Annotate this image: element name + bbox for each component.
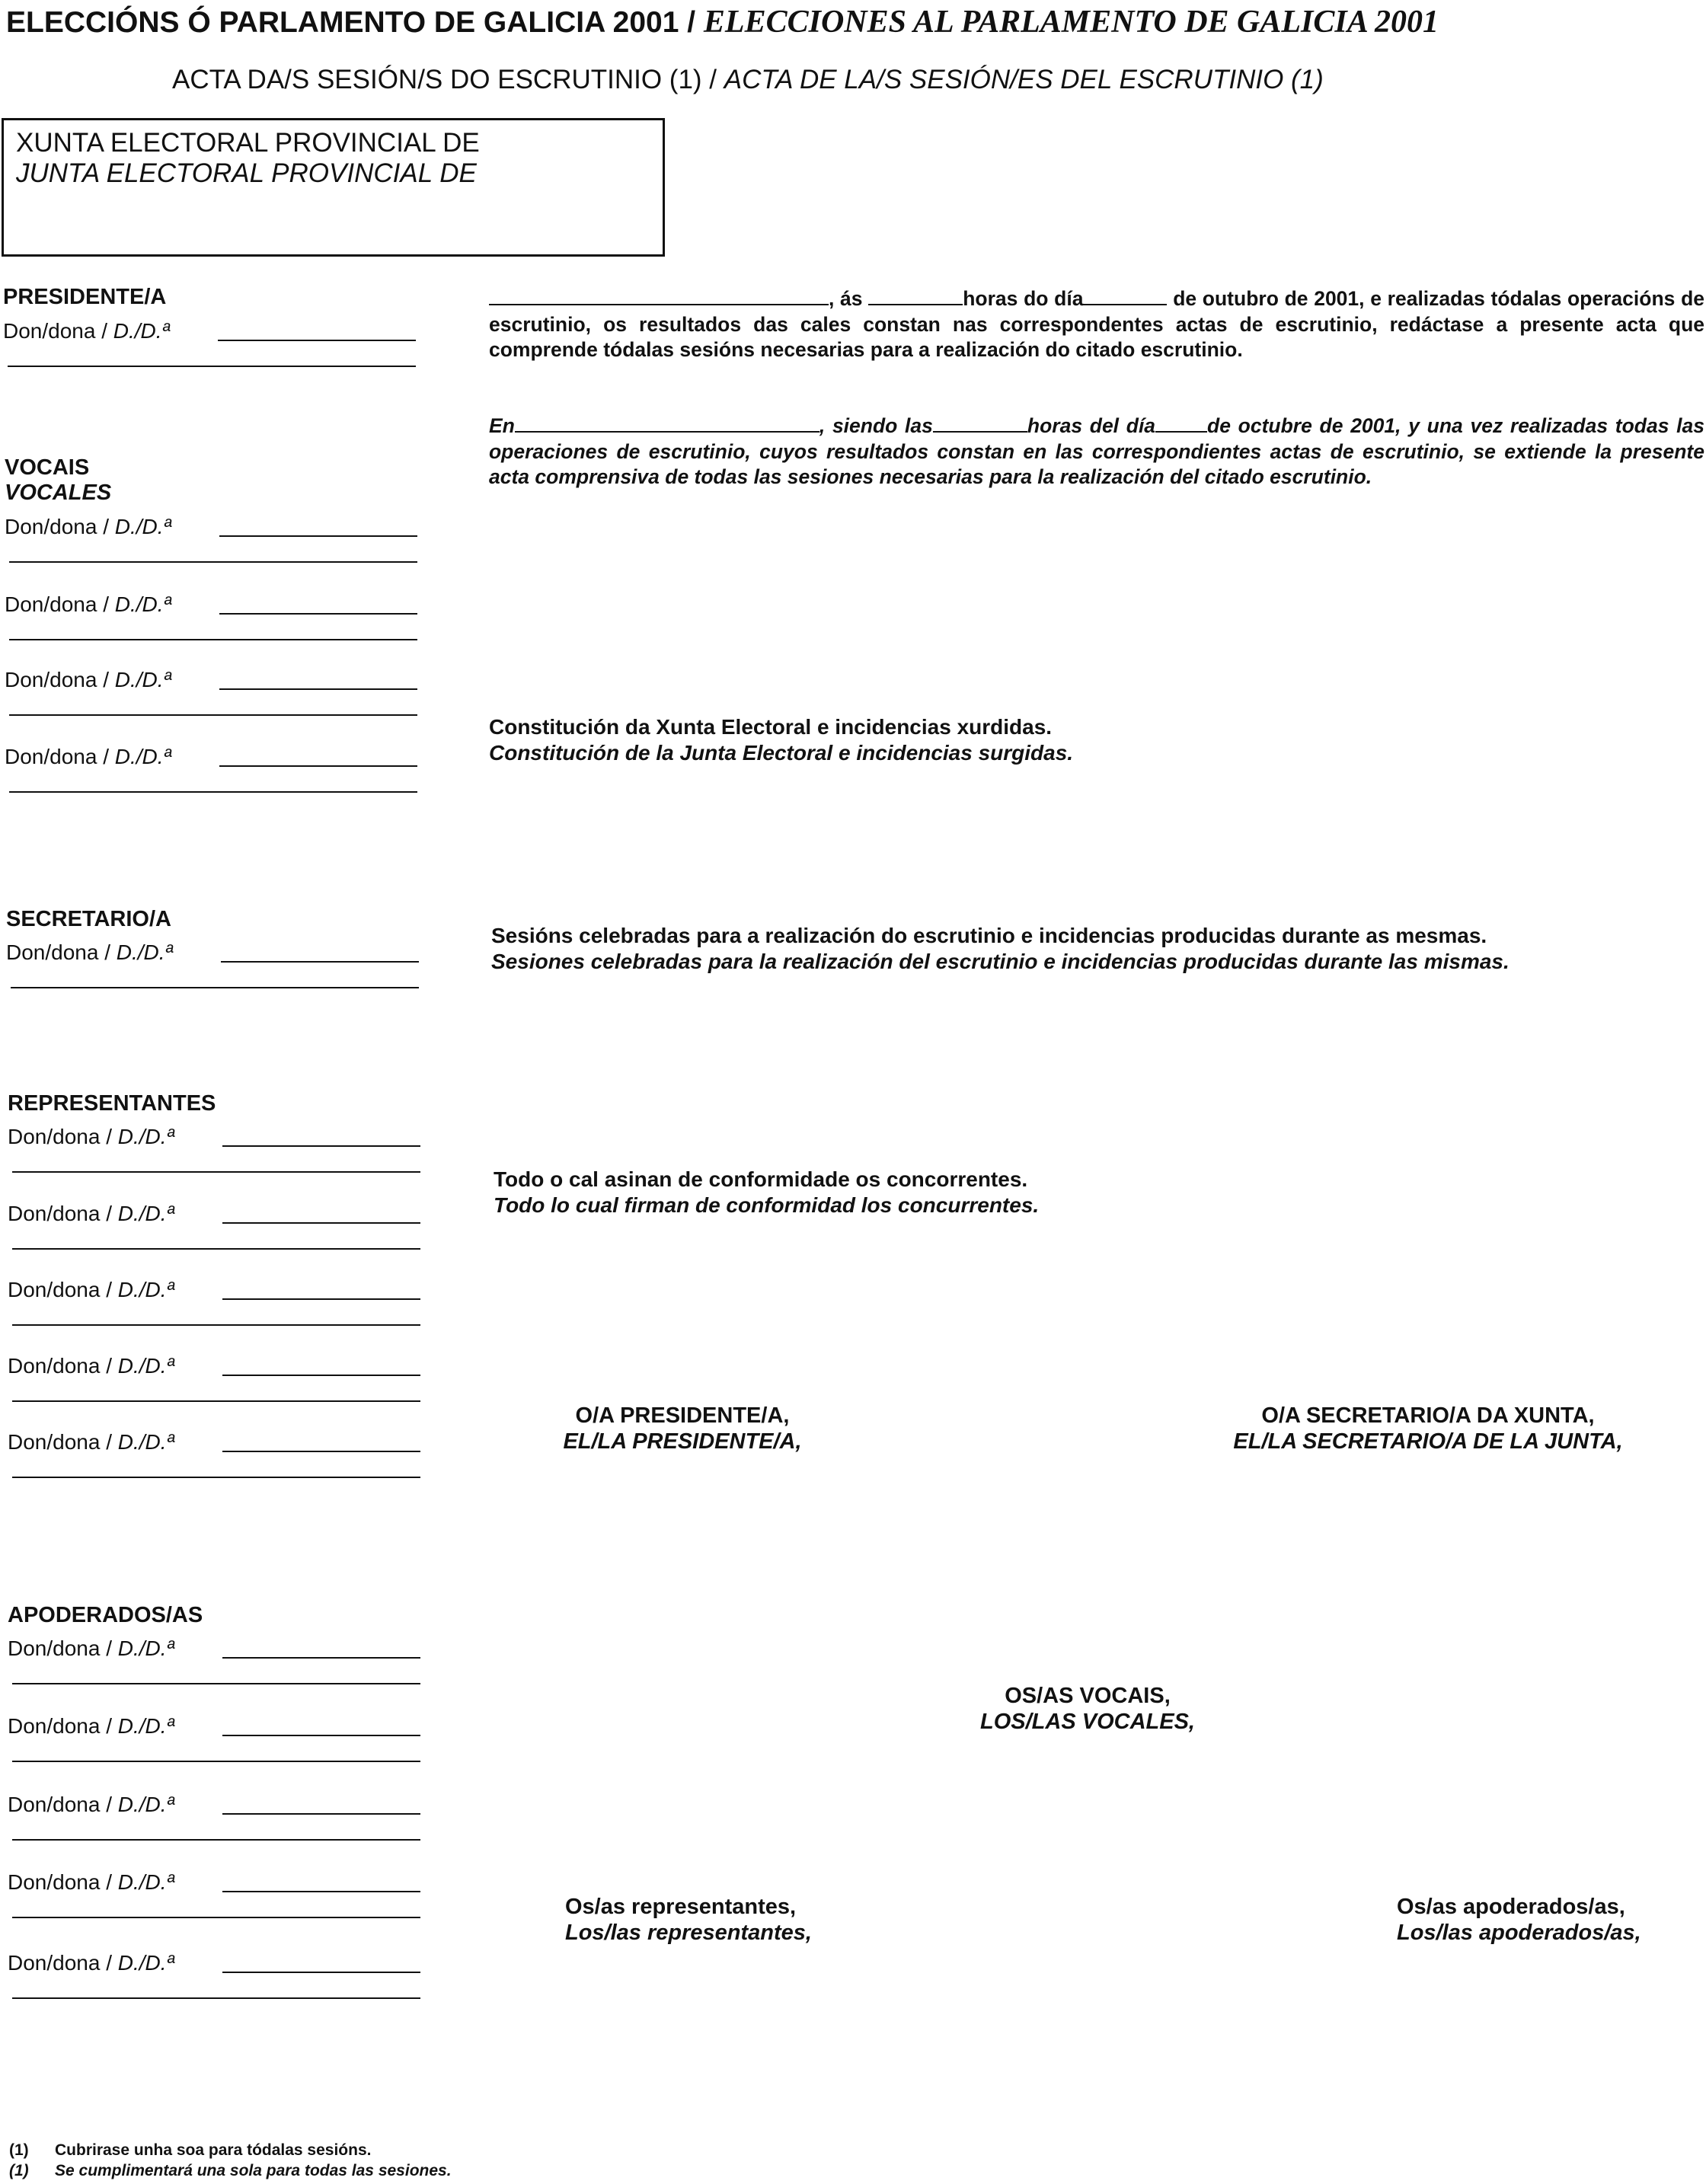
don-label-spanish: D./D.ª — [114, 668, 171, 691]
don-label-galician: Don/dona / — [5, 745, 109, 768]
constitucion-heading-galician: Constitución da Xunta Electoral e incidencias xurdidas. — [489, 715, 1053, 739]
secretario-row — [6, 940, 173, 966]
name-blank-line[interactable] — [222, 1451, 420, 1452]
name-blank-line[interactable] — [219, 765, 417, 767]
name-blank-line[interactable] — [218, 340, 416, 341]
presidente-label: PRESIDENTE/A — [3, 285, 167, 309]
representantes-signature[interactable]: Os/as representantes, Los/las representantes, — [565, 1895, 812, 1945]
name-blank-line-2[interactable] — [12, 1477, 420, 1478]
don-label-galician: Don/dona / — [3, 319, 107, 343]
don-label-spanish: D./D.ª — [117, 1714, 174, 1738]
don-label-galician: Don/dona / — [8, 1636, 112, 1660]
representante-row-2 — [8, 1201, 174, 1227]
don-label-spanish: D./D.ª — [117, 1793, 174, 1816]
don-label-spanish: D./D.ª — [117, 1430, 174, 1454]
name-blank-line-2[interactable] — [11, 987, 419, 988]
don-label-spanish: D./D.ª — [117, 1870, 174, 1894]
paragraph-galician: , ás horas do día de outubro de 2001, e realizadas tódalas operacións de escrutinio, os resultados das cales constan nas correspondentes actas de escrutinio, redáctase a presente acta que comprende tódalas sesións necesarias para a realización do citado escrutinio. — [489, 287, 1704, 361]
don-label-galician: Don/dona / — [6, 940, 110, 964]
don-label-spanish: D./D.ª — [117, 1636, 174, 1660]
name-blank-line[interactable] — [219, 613, 417, 615]
vocal-row-4 — [5, 744, 171, 770]
apoderado-row-3 — [8, 1792, 174, 1818]
secretario-signature[interactable]: O/A SECRETARIO/A DA XUNTA, EL/LA SECRETARIO/A DE LA JUNTA, — [1233, 1403, 1623, 1454]
footnote-spanish: (1) Se cumplimentará una sola para todas las sesiones. — [9, 2162, 452, 2179]
place-blank-spanish[interactable] — [515, 414, 819, 433]
name-blank-line[interactable] — [221, 961, 419, 963]
don-label-galician: Don/dona / — [8, 1125, 112, 1148]
subtitle-galician: ACTA DA/S SESIÓN/S DO ESCRUTINIO (1) / — [172, 65, 717, 94]
presidente-signature[interactable]: O/A PRESIDENTE/A, EL/LA PRESIDENTE/A, — [563, 1403, 802, 1454]
name-blank-line[interactable] — [222, 1375, 420, 1376]
don-label-galician: Don/dona / — [8, 1793, 112, 1816]
don-label-galician: Don/dona / — [5, 515, 109, 538]
name-blank-line-2[interactable] — [12, 1248, 420, 1250]
page-subtitle — [172, 62, 1324, 97]
don-label-galician: Don/dona / — [8, 1714, 112, 1738]
representante-row-5 — [8, 1429, 174, 1455]
vocal-row-1 — [5, 514, 171, 540]
don-label-spanish: D./D.ª — [117, 1278, 174, 1301]
name-blank-line[interactable] — [222, 1145, 420, 1147]
place-blank-galician[interactable] — [489, 287, 829, 305]
don-label-spanish: D./D.ª — [117, 1202, 174, 1225]
name-blank-line-2[interactable] — [12, 1839, 420, 1841]
sesions-heading-spanish: Sesiones celebradas para la realización del escrutinio e incidencias producidas durante las mismas. — [491, 950, 1510, 973]
don-label-galician: Don/dona / — [8, 1202, 112, 1225]
don-label-spanish: D./D.ª — [117, 1951, 174, 1975]
day-blank-spanish[interactable] — [1155, 414, 1207, 433]
don-label-spanish: D./D.ª — [117, 1125, 174, 1148]
don-label-galician: Don/dona / — [8, 1354, 112, 1378]
junta-provincial-box[interactable] — [2, 118, 665, 257]
sesions-heading-galician: Sesións celebradas para a realización do escrutinio e incidencias producidas durante as mesmas. — [491, 924, 1487, 947]
apoderado-row-2 — [8, 1713, 174, 1739]
don-label-galician: Don/dona / — [8, 1430, 112, 1454]
representante-row-3 — [8, 1277, 174, 1303]
name-blank-line[interactable] — [222, 1972, 420, 1973]
todo-heading-galician: Todo o cal asinan de conformidade os concorrentes. — [494, 1167, 1028, 1191]
junta-label-galician: XUNTA ELECTORAL PROVINCIAL DE — [16, 128, 480, 158]
day-blank-galician[interactable] — [1083, 287, 1167, 305]
don-label-spanish: D./D.ª — [117, 1354, 174, 1378]
presidente-row — [3, 318, 170, 344]
apoderado-row-1 — [8, 1636, 174, 1662]
name-blank-line-2[interactable] — [12, 1761, 420, 1762]
name-blank-line[interactable] — [222, 1813, 420, 1815]
hour-blank-spanish[interactable] — [933, 414, 1027, 433]
junta-label-spanish: JUNTA ELECTORAL PROVINCIAL DE — [16, 158, 477, 188]
don-label-galician: Don/dona / — [5, 592, 109, 616]
subtitle-spanish: ACTA DE LA/S SESIÓN/ES DEL ESCRUTINIO (1) — [724, 65, 1324, 94]
don-label-galician: Don/dona / — [8, 1278, 112, 1301]
vocales-label: VOCALES — [5, 481, 112, 505]
vocais-signature[interactable]: OS/AS VOCAIS, LOS/LAS VOCALES, — [980, 1684, 1195, 1734]
paragraph-spanish: En , siendo las horas del día de octubre de 2001, y una vez realizadas todas las operaciones de escrutinio, cuyos resultados constan en las correspondientes actas de escrutinio, se extiende la presente acta comprensiva de todas las sesiones necesarias para la realización del citado escrutinio. — [489, 414, 1704, 488]
name-blank-line-2[interactable] — [12, 1683, 420, 1684]
name-blank-line[interactable] — [219, 688, 417, 690]
representante-row-1 — [8, 1124, 174, 1150]
constitucion-heading-spanish: Constitución de la Junta Electoral e incidencias surgidas. — [489, 741, 1074, 765]
name-blank-line[interactable] — [222, 1298, 420, 1300]
don-label-spanish: D./D.ª — [116, 940, 173, 964]
representante-row-4 — [8, 1353, 174, 1379]
name-blank-line-2[interactable] — [9, 714, 417, 716]
name-blank-line[interactable] — [219, 535, 417, 537]
hour-blank-galician[interactable] — [868, 287, 963, 305]
page-title — [6, 0, 1704, 44]
footnote-galician: (1) Cubrirase unha soa para tódalas sesións. — [9, 2141, 372, 2159]
apoderado-row-5 — [8, 1950, 174, 1976]
name-blank-line-2[interactable] — [12, 1997, 420, 1999]
don-label-galician: Don/dona / — [8, 1870, 112, 1894]
name-blank-line-2[interactable] — [12, 1917, 420, 1918]
name-blank-line-2[interactable] — [12, 1324, 420, 1326]
title-galician: ELECCIÓNS Ó PARLAMENTO DE GALICIA 2001 / — [6, 6, 696, 39]
name-blank-line-2[interactable] — [9, 561, 417, 563]
name-blank-line-2[interactable] — [8, 366, 416, 367]
don-label-spanish: D./D.ª — [114, 745, 171, 768]
name-blank-line[interactable] — [222, 1222, 420, 1224]
name-blank-line[interactable] — [222, 1735, 420, 1736]
secretario-label: SECRETARIO/A — [6, 907, 171, 931]
title-spanish: ELECCIONES AL PARLAMENTO DE GALICIA 2001 — [703, 5, 1439, 40]
don-label-spanish: D./D.ª — [114, 515, 171, 538]
name-blank-line[interactable] — [222, 1891, 420, 1892]
vocal-row-2 — [5, 592, 171, 618]
vocais-label: VOCAIS — [5, 455, 90, 480]
representantes-label: REPRESENTANTES — [8, 1091, 216, 1116]
apoderados-label: APODERADOS/AS — [8, 1603, 203, 1627]
name-blank-line-2[interactable] — [9, 791, 417, 793]
name-blank-line-2[interactable] — [12, 1400, 420, 1402]
todo-heading-spanish: Todo lo cual firman de conformidad los concurrentes. — [494, 1193, 1040, 1217]
apoderados-signature[interactable]: Os/as apoderados/as, Los/las apoderados/as, — [1397, 1895, 1641, 1945]
don-label-galician: Don/dona / — [8, 1951, 112, 1975]
don-label-spanish: D./D.ª — [114, 592, 171, 616]
don-label-spanish: D./D.ª — [113, 319, 170, 343]
name-blank-line[interactable] — [222, 1657, 420, 1659]
name-blank-line-2[interactable] — [9, 639, 417, 640]
name-blank-line-2[interactable] — [12, 1171, 420, 1173]
apoderado-row-4 — [8, 1869, 174, 1895]
vocal-row-3 — [5, 667, 171, 693]
don-label-galician: Don/dona / — [5, 668, 109, 691]
